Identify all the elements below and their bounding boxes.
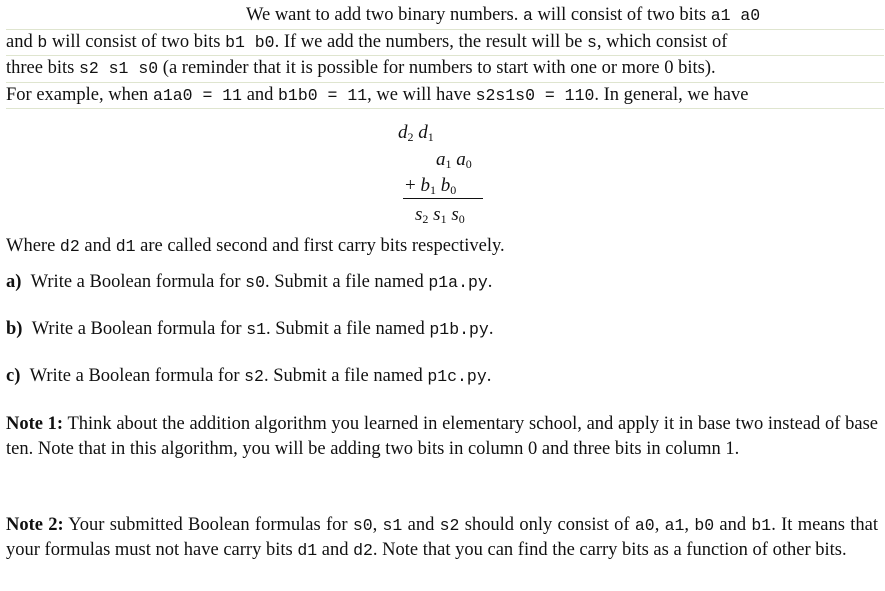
part-b: b) Write a Boolean formula for s1. Submit a file named p1b.py.: [6, 319, 494, 339]
intro-line-4: For example, when a1a0 = 11 and b1b0 = 11, we will have s2s1s0 = 110. In general, we have: [6, 83, 884, 110]
carry-row: $d_2$ $d_1$: [398, 122, 434, 144]
a-row: $a_1$ $a_0$: [436, 149, 472, 171]
intro-line-3: three bits s2 s1 s0 (a reminder that it is possible for numbers to start with one or more 0 bits).: [6, 56, 884, 83]
intro-line-1: We want to add two binary numbers. a will consist of two bits a1 a0: [6, 3, 884, 30]
note-2: Note 2: Your submitted Boolean formulas for s0, s1 and s2 should only consist of a0, a1, b0 and b1. It means that your formulas must not have carry bits d1 and d2. Note that you can find the carry bits as a function of other bits.: [6, 515, 878, 560]
part-c: c) Write a Boolean formula for s2. Submit a file named p1c.py.: [6, 366, 492, 386]
carry-explanation: Where d2 and d1 are called second and first carry bits respectively.: [6, 236, 505, 256]
sum-row: $s_2$ $s_1$ $s_0$: [415, 204, 465, 226]
sum-rule: [403, 198, 483, 199]
intro-paragraph: [6, 3, 884, 109]
intro-line-2: and b will consist of two bits b1 b0. If we add the numbers, the result will be s, which consist of: [6, 30, 884, 57]
b-row: + $b_1$ $b_0$: [405, 175, 457, 197]
note-1: Note 1: Think about the addition algorithm you learned in elementary school, and apply it in base two instead of base ten. Note that in this algorithm, you will be adding two bits in column 0 and three bits in column 1.: [6, 414, 878, 459]
part-a: a) Write a Boolean formula for s0. Submit a file named p1a.py.: [6, 272, 493, 292]
